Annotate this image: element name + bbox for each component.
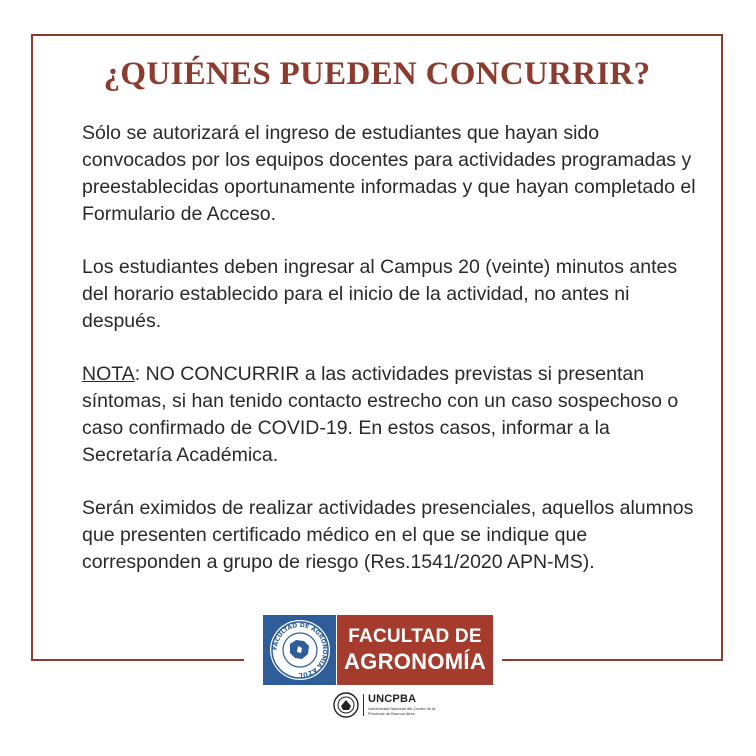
faculty-name-line1: FACULTAD DE (348, 626, 482, 647)
note-text: : NO CONCURRIR a las actividades previstas si presentan síntomas, si han tenido contacto estrecho con un caso sospechoso o caso confirmado de COVID-19. En estos casos, informar a la Secretaría Académica. (82, 363, 679, 466)
faculty-seal-icon (268, 618, 332, 682)
page-title: ¿QUIÉNES PUEDEN CONCURRIR? (103, 56, 651, 92)
paragraph-arrival-time: Los estudiantes deben ingresar al Campus 20 (veinte) minutos antes del horario establecido para el inicio de la actividad, no antes ni después. (82, 256, 678, 332)
university-seal-icon (333, 692, 359, 718)
university-divider (363, 694, 364, 716)
paragraph-exemptions: Serán eximidos de realizar actividades presenciales, aquellos alumnos que presenten certificado médico en el que se indique que corresponden a grupo de riesgo (Res.1541/2020 APN-MS). (82, 497, 694, 573)
university-subtitle: Universidad Nacional del Centro de la Provincia de Buenos Aires (368, 706, 436, 716)
seal-text: FACULTAD DE AGRONOMIA AZUL (271, 621, 328, 679)
faculty-seal (263, 615, 336, 685)
paragraph-authorization: Sólo se autorizará el ingreso de estudiantes que hayan sido convocados por los equipos docentes para actividades programadas y preestablecidas oportunamente informadas y que hayan completado el Formulario de Acceso. (82, 122, 696, 225)
note-label: NOTA (82, 363, 135, 385)
faculty-name-box (337, 615, 493, 685)
faculty-logo (263, 615, 493, 685)
paragraph-note (82, 361, 702, 469)
university-logo (333, 692, 443, 720)
body-text (82, 120, 702, 602)
faculty-name-line2: AGRONOMÍA (343, 649, 487, 674)
university-name: UNCPBA (368, 693, 417, 705)
